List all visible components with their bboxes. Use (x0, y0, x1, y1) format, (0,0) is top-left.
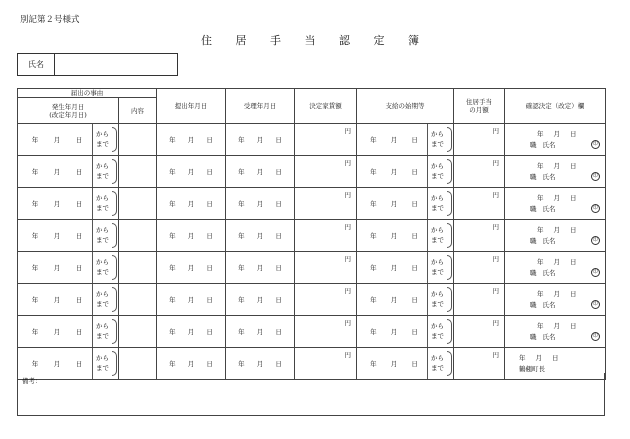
month-text: 月 (53, 200, 61, 209)
monthly-amount-cell[interactable] (454, 314, 504, 349)
officer-text: 職 (530, 268, 537, 277)
year-text: 年 (238, 360, 245, 369)
seal-icon: 印 (591, 204, 600, 213)
from-text: から (431, 322, 445, 331)
content-cell[interactable] (119, 124, 157, 156)
occurrence-date-cell[interactable] (18, 284, 118, 315)
header-occurrence (18, 98, 119, 124)
year-text: 年 (31, 296, 39, 305)
seal-icon: 印 (591, 332, 600, 341)
from-to-bracket (92, 252, 118, 283)
payment-start-cell[interactable] (357, 252, 453, 283)
month-text: 月 (390, 264, 398, 273)
content-cell[interactable] (119, 156, 157, 188)
payment-start-cell[interactable] (357, 124, 453, 155)
month-text: 月 (535, 353, 543, 362)
table-row (18, 220, 606, 252)
yen-text: 円 (492, 319, 500, 328)
day-text: 日 (275, 296, 282, 305)
name-value[interactable] (55, 54, 177, 75)
day-text: 日 (570, 193, 577, 202)
seal-icon: 印 (591, 172, 600, 181)
from-to-bracket (427, 316, 453, 347)
from-to-bracket (427, 188, 453, 219)
day-text: 日 (411, 232, 418, 241)
month-text: 月 (390, 136, 398, 145)
to-text: まで (96, 267, 109, 276)
form-id: 別記第２号様式 (20, 15, 80, 25)
day-text: 日 (411, 168, 418, 177)
month-text: 月 (256, 264, 264, 273)
to-text: まで (96, 299, 109, 308)
from-to-bracket (427, 124, 453, 155)
content-cell[interactable] (119, 284, 157, 316)
monthly-amount-cell[interactable] (454, 186, 504, 221)
to-text: まで (96, 235, 109, 244)
name-field (17, 53, 178, 76)
from-to-bracket (427, 220, 453, 251)
name-text: 氏名 (542, 300, 556, 309)
submit-date-cell[interactable] (157, 295, 225, 304)
seal-icon: 印 (591, 236, 600, 245)
officer-text: 職 (530, 236, 537, 245)
year-text: 年 (169, 360, 176, 369)
to-text: まで (96, 171, 109, 180)
to-text: まで (96, 363, 109, 372)
month-text: 月 (53, 360, 61, 369)
rent-cell[interactable] (295, 282, 356, 317)
rent-cell[interactable] (295, 314, 356, 349)
year-text: 年 (31, 232, 39, 241)
confirm-block[interactable] (505, 252, 605, 283)
receipt-date-cell[interactable] (226, 167, 294, 176)
receipt-date-cell[interactable] (226, 231, 294, 240)
year-text: 年 (238, 136, 245, 145)
to-text: まで (431, 299, 445, 308)
seal-icon: 印 (591, 268, 600, 277)
receipt-date-cell[interactable] (226, 135, 294, 144)
mayor-text: 鶴翹町長 (519, 364, 546, 373)
name-text: 氏名 (542, 204, 556, 213)
month-text: 月 (256, 200, 264, 209)
confirm-block[interactable] (505, 220, 605, 251)
day-text: 日 (552, 353, 559, 362)
submit-date-cell[interactable] (157, 327, 225, 336)
table-row (18, 316, 606, 348)
day-text: 日 (206, 136, 213, 145)
day-text: 日 (206, 328, 213, 337)
year-text: 年 (519, 353, 526, 362)
month-text: 月 (256, 328, 264, 337)
table-row (18, 252, 606, 284)
month-text: 月 (256, 232, 264, 241)
month-text: 月 (53, 264, 61, 273)
year-text: 年 (238, 328, 245, 337)
receipt-date-cell[interactable] (226, 199, 294, 208)
payment-start-cell[interactable] (357, 284, 453, 315)
rent-cell[interactable] (295, 154, 356, 189)
from-text: から (96, 258, 109, 267)
officer-text: 職 (530, 172, 537, 181)
from-to-bracket (92, 220, 118, 251)
header-receipt-date: 受理年月日 (226, 89, 295, 124)
month-text: 月 (256, 360, 264, 369)
payment-start-cell[interactable] (357, 220, 453, 251)
yen-text: 円 (492, 255, 500, 264)
from-to-bracket (427, 284, 453, 315)
year-text: 年 (537, 161, 544, 170)
occurrence-date-cell[interactable] (18, 252, 118, 283)
day-text: 日 (411, 360, 418, 369)
content-cell[interactable] (119, 220, 157, 252)
day-text: 日 (275, 232, 282, 241)
header-occurrence-sub: (改定年月日) (49, 110, 87, 119)
year-text: 年 (169, 136, 176, 145)
name-label: 氏名 (18, 54, 55, 75)
year-text: 年 (537, 225, 544, 234)
day-text: 日 (411, 200, 418, 209)
from-text: から (431, 162, 445, 171)
yen-text: 円 (492, 191, 500, 200)
header-content: 内容 (119, 98, 157, 124)
month-text: 月 (256, 136, 264, 145)
yen-text: 円 (344, 287, 352, 296)
from-text: から (431, 194, 445, 203)
month-text: 月 (553, 289, 561, 298)
day-text: 日 (75, 168, 83, 177)
from-to-bracket (427, 252, 453, 283)
yen-text: 円 (344, 191, 352, 200)
year-text: 年 (370, 232, 377, 241)
year-text: 年 (169, 200, 176, 209)
from-to-bracket (92, 156, 118, 187)
from-to-bracket (92, 284, 118, 315)
day-text: 日 (275, 168, 282, 177)
from-text: から (431, 258, 445, 267)
table-row (18, 188, 606, 220)
from-text: から (96, 130, 109, 139)
name-text: 氏名 (542, 172, 556, 181)
header-monthly-line2: の月額 (469, 106, 489, 115)
content-cell[interactable] (119, 188, 157, 220)
day-text: 日 (206, 200, 213, 209)
year-text: 年 (31, 200, 39, 209)
certification-table (17, 88, 606, 380)
month-text: 月 (53, 328, 61, 337)
to-text: まで (431, 235, 445, 244)
yen-text: 円 (492, 287, 500, 296)
year-text: 年 (537, 193, 544, 202)
officer-text: 職 (530, 140, 537, 149)
day-text: 日 (411, 328, 418, 337)
day-text: 日 (570, 289, 577, 298)
day-text: 日 (206, 296, 213, 305)
month-text: 月 (256, 296, 264, 305)
month-text: 月 (553, 193, 561, 202)
yen-text: 円 (344, 319, 352, 328)
day-text: 日 (206, 360, 213, 369)
from-text: から (431, 226, 445, 235)
to-text: まで (96, 331, 109, 340)
month-text: 月 (390, 296, 398, 305)
rent-cell[interactable] (295, 250, 356, 285)
monthly-amount-cell[interactable] (454, 154, 504, 189)
day-text: 日 (275, 136, 282, 145)
month-text: 月 (187, 200, 195, 209)
header-payment-period: 支給の始期等 (357, 89, 454, 124)
day-text: 日 (75, 296, 83, 305)
day-text: 日 (75, 264, 83, 273)
month-text: 月 (390, 360, 398, 369)
yen-text: 円 (344, 223, 352, 232)
year-text: 年 (238, 296, 245, 305)
to-text: まで (431, 171, 445, 180)
header-occurrence-date: 発生年月日 (51, 102, 85, 111)
year-text: 年 (169, 296, 176, 305)
payment-start-cell[interactable] (357, 188, 453, 219)
month-text: 月 (187, 168, 195, 177)
receipt-date-cell[interactable] (226, 327, 294, 336)
day-text: 日 (411, 264, 418, 273)
confirm-block[interactable] (505, 188, 605, 219)
submit-date-cell[interactable] (157, 167, 225, 176)
month-text: 月 (53, 136, 61, 145)
confirm-block[interactable] (505, 124, 605, 155)
day-text: 日 (570, 129, 577, 138)
header-submit-date: 提出年月日 (157, 89, 226, 124)
to-text: まで (431, 363, 445, 372)
month-text: 月 (390, 168, 398, 177)
yen-text: 円 (492, 127, 500, 136)
monthly-amount-cell[interactable] (454, 250, 504, 285)
payment-start-cell[interactable] (357, 316, 453, 347)
year-text: 年 (169, 264, 176, 273)
yen-text: 円 (344, 127, 352, 136)
year-text: 年 (238, 200, 245, 209)
to-text: まで (431, 203, 445, 212)
yen-text: 円 (492, 351, 500, 360)
from-text: から (96, 162, 109, 171)
from-to-bracket (427, 156, 453, 187)
submit-date-cell[interactable] (157, 263, 225, 272)
confirm-block[interactable] (505, 316, 605, 347)
month-text: 月 (553, 161, 561, 170)
day-text: 日 (570, 225, 577, 234)
occurrence-date-cell[interactable] (18, 156, 118, 187)
occurrence-date-cell[interactable] (18, 124, 118, 155)
year-text: 年 (537, 321, 544, 330)
month-text: 月 (390, 200, 398, 209)
receipt-date-cell[interactable] (226, 263, 294, 272)
month-text: 月 (256, 168, 264, 177)
month-text: 月 (53, 168, 61, 177)
header-rent: 決定家賃額 (295, 89, 357, 124)
submit-date-cell[interactable] (157, 199, 225, 208)
year-text: 年 (370, 264, 377, 273)
day-text: 日 (275, 264, 282, 273)
day-text: 日 (570, 257, 577, 266)
monthly-amount-cell[interactable] (454, 282, 504, 317)
from-text: から (431, 130, 445, 139)
day-text: 日 (570, 321, 577, 330)
header-confirm: 確認決定（改定）欄 (505, 89, 606, 124)
payment-start-cell[interactable] (357, 156, 453, 187)
year-text: 年 (370, 328, 377, 337)
name-text: 氏名 (542, 140, 556, 149)
day-text: 日 (75, 328, 83, 337)
confirm-block[interactable] (505, 156, 605, 187)
day-text: 日 (75, 360, 83, 369)
receipt-date-cell[interactable] (226, 295, 294, 304)
month-text: 月 (553, 225, 561, 234)
officer-text: 職 (530, 204, 537, 213)
year-text: 年 (31, 328, 39, 337)
content-cell[interactable] (119, 316, 157, 348)
remarks-box[interactable] (17, 373, 605, 416)
rent-cell[interactable] (295, 218, 356, 253)
month-text: 月 (53, 232, 61, 241)
year-text: 年 (370, 360, 377, 369)
name-text: 氏名 (542, 236, 556, 245)
year-text: 年 (370, 296, 377, 305)
seal-icon: 印 (591, 140, 600, 149)
year-text: 年 (169, 232, 176, 241)
year-text: 年 (370, 136, 377, 145)
header-monthly-line1: 住居手当 (466, 97, 493, 106)
submit-date-cell[interactable] (157, 135, 225, 144)
day-text: 日 (206, 264, 213, 273)
table-row (18, 156, 606, 188)
yen-text: 円 (344, 351, 352, 360)
year-text: 年 (169, 168, 176, 177)
year-text: 年 (370, 168, 377, 177)
from-to-bracket (92, 188, 118, 219)
day-text: 日 (411, 296, 418, 305)
header-monthly-amount (454, 89, 505, 124)
seal-icon: 印 (591, 300, 600, 309)
officer-text: 職 (530, 300, 537, 309)
day-text: 日 (275, 200, 282, 209)
month-text: 月 (187, 328, 195, 337)
to-text: まで (431, 139, 445, 148)
name-text: 氏名 (542, 332, 556, 341)
month-text: 月 (553, 129, 561, 138)
officer-text: 職 (530, 332, 537, 341)
table-row (18, 284, 606, 316)
day-text: 日 (570, 161, 577, 170)
submit-date-cell[interactable] (157, 359, 225, 368)
from-text: から (96, 290, 109, 299)
month-text: 月 (553, 257, 561, 266)
from-text: から (431, 354, 445, 363)
day-text: 日 (275, 360, 282, 369)
day-text: 日 (75, 136, 83, 145)
year-text: 年 (31, 264, 39, 273)
day-text: 日 (206, 168, 213, 177)
to-text: まで (431, 267, 445, 276)
day-text: 日 (75, 232, 83, 241)
month-text: 月 (553, 321, 561, 330)
day-text: 日 (275, 328, 282, 337)
rent-cell[interactable] (295, 186, 356, 221)
rent-cell[interactable] (295, 122, 356, 157)
receipt-date-cell[interactable] (226, 359, 294, 368)
year-text: 年 (238, 168, 245, 177)
content-cell[interactable] (119, 252, 157, 284)
to-text: まで (96, 203, 109, 212)
month-text: 月 (187, 136, 195, 145)
year-text: 年 (238, 264, 245, 273)
from-text: から (96, 194, 109, 203)
confirm-block[interactable] (505, 284, 605, 315)
occurrence-date-cell[interactable] (18, 316, 118, 347)
monthly-amount-cell[interactable] (454, 122, 504, 157)
month-text: 月 (187, 264, 195, 273)
to-text: まで (431, 331, 445, 340)
day-text: 日 (411, 136, 418, 145)
month-text: 月 (390, 232, 398, 241)
year-text: 年 (537, 257, 544, 266)
day-text: 日 (75, 200, 83, 209)
name-text: 氏名 (542, 268, 556, 277)
monthly-amount-cell[interactable] (454, 218, 504, 253)
year-text: 年 (31, 360, 39, 369)
year-text: 年 (31, 136, 39, 145)
month-text: 月 (187, 232, 195, 241)
month-text: 月 (187, 360, 195, 369)
occurrence-date-cell[interactable] (18, 188, 118, 219)
year-text: 年 (31, 168, 39, 177)
header-reason: 届出の事由 (18, 89, 157, 98)
month-text: 月 (53, 296, 61, 305)
yen-text: 円 (344, 255, 352, 264)
occurrence-date-cell[interactable] (18, 220, 118, 251)
from-text: から (431, 290, 445, 299)
year-text: 年 (238, 232, 245, 241)
year-text: 年 (169, 328, 176, 337)
remarks-label: 備考： (22, 377, 42, 385)
month-text: 月 (187, 296, 195, 305)
yen-text: 円 (492, 159, 500, 168)
from-to-bracket (92, 124, 118, 155)
day-text: 日 (206, 232, 213, 241)
from-text: から (96, 322, 109, 331)
from-text: から (96, 226, 109, 235)
from-text: から (96, 354, 109, 363)
year-text: 年 (537, 289, 544, 298)
year-text: 年 (537, 129, 544, 138)
table-row (18, 124, 606, 156)
year-text: 年 (370, 200, 377, 209)
from-to-bracket (92, 316, 118, 347)
to-text: まで (96, 139, 109, 148)
month-text: 月 (390, 328, 398, 337)
yen-text: 円 (492, 223, 500, 232)
page-title: 住 居 手 当 認 定 簿 (201, 34, 429, 47)
yen-text: 円 (344, 159, 352, 168)
submit-date-cell[interactable] (157, 231, 225, 240)
